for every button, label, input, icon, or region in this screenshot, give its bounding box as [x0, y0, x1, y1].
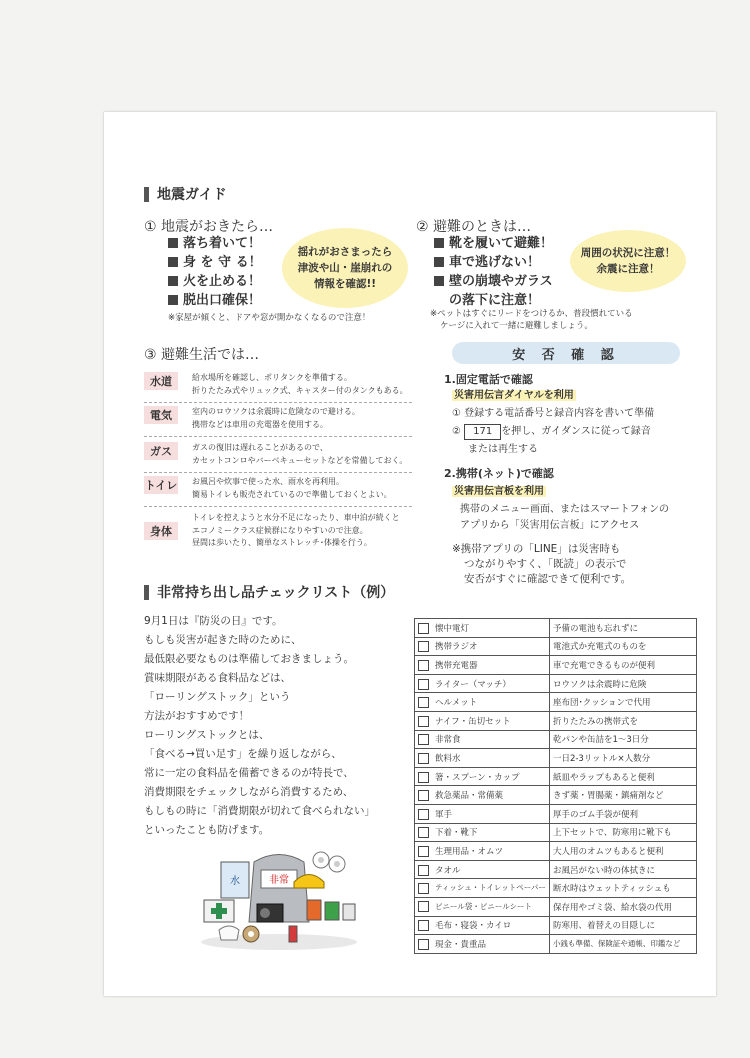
checkbox[interactable]	[418, 734, 429, 745]
list-item: 脱出口確保！	[168, 291, 262, 310]
life-row-gas: ガス ガスの復旧は遅れることがあるので、 カセットコンロやバーベキューセットなどを常備しておく。	[144, 442, 404, 467]
line-app-note: ※携帯アプリの「LINE」は災害時も つながりやすく、「既読」の表示で 安否がすぐに確認できて便利です。	[452, 543, 632, 585]
list-item: の落下に注意！	[449, 293, 541, 308]
fixed-phone-heading: 1.固定電話で確認	[444, 373, 533, 386]
svg-text:水: 水	[230, 876, 240, 887]
evacuation-heading: ② 避難のときは…	[416, 219, 532, 235]
table-row: ビニール袋・ビニールシート 保存用やゴミ袋、給水袋の代用	[415, 897, 697, 916]
divider	[144, 472, 412, 473]
when-quake-list	[168, 234, 262, 310]
life-row-body: 身体 トイレを控えようと水分不足になったり、車中泊が続くと エコノミークラス症候群になりやすいので注意。 昼間は歩いたり、簡単なストレッチ･体操を行う。	[144, 512, 404, 550]
checkbox[interactable]	[418, 753, 429, 764]
tag-toilet: トイレ	[144, 476, 178, 494]
house-tilt-note: ※家屋が傾くと、ドアや窓が開かなくなるので注意！	[168, 313, 371, 323]
life-row-water: 水道 給水場所を確認し、ポリタンクを準備する。 折りたたみ式やリュック式、キャスター付のタンクもある。	[144, 372, 404, 397]
checkbox[interactable]	[418, 679, 429, 690]
table-row: ヘルメット 座布団･クッションで代用	[415, 693, 697, 712]
mobile-lines: 携帯のメニュー画面、またはスマートフォンの アプリから「災害用伝言板」にアクセス	[460, 504, 669, 531]
safety-check-banner: 安 否 確 認	[452, 342, 680, 364]
checkbox[interactable]	[418, 790, 429, 801]
checkbox[interactable]	[418, 883, 429, 894]
checkbox[interactable]	[418, 920, 429, 931]
tag-water: 水道	[144, 372, 178, 390]
evacuation-list	[434, 234, 553, 310]
divider	[144, 436, 412, 437]
table-row: ライター（マッチ） ロウソクは余震時に危険	[415, 674, 697, 693]
divider	[144, 506, 412, 507]
checkbox[interactable]	[418, 623, 429, 634]
table-row: ナイフ・缶切セット 折りたたみの携帯式を	[415, 711, 697, 730]
fixed-phone-step1: ① 登録する電話番号と録音内容を書いて準備	[452, 408, 655, 419]
table-row: 下着・靴下 上下セットで、防寒用に靴下も	[415, 823, 697, 842]
list-item: 火を止める！	[168, 272, 262, 291]
checkbox[interactable]	[418, 641, 429, 652]
quake-guide-title: 地震ガイド	[144, 184, 227, 204]
life-row-electric: 電気 室内のロウソクは余震時に危険なので避ける。 携帯などは車用の充電器を使用する。	[144, 406, 404, 431]
tag-body: 身体	[144, 522, 178, 540]
checkbox[interactable]	[418, 772, 429, 783]
svg-text:非常: 非常	[269, 875, 289, 886]
rolling-stock-intro: 9月1日は『防災の日』です。 もしも災害が起きた時のために、 最低限必要なものは準備しておきましょう。 賞味期限がある食料品などは、 「ローリングストック」という 方法がおすすめです！ ローリングストックとは、 「食べる→買い足す」を繰り返しながら、 常に一定の食料品を備蓄できるのが特長で、 消費期限をチェックしながら消費するため、 もしもの時に「消費期限が切れて食べられない」 といったことも防げます。	[144, 615, 375, 836]
list-item: 靴を履いて避難！	[434, 234, 553, 253]
fixed-phone-step2-cont: または再生する	[468, 444, 538, 455]
checkbox[interactable]	[418, 716, 429, 727]
tag-gas: ガス	[144, 442, 178, 460]
checkbox[interactable]	[418, 865, 429, 876]
tag-electric: 電気	[144, 406, 178, 424]
shelter-life-heading: ③ 避難生活では…	[144, 347, 260, 363]
table-row: 携帯充電器 車で充電できるものが便利	[415, 656, 697, 675]
fixed-phone-step2: ② 171 を押し、ガイダンスに従って録音	[452, 424, 651, 440]
guide-sheet	[104, 112, 716, 996]
table-row: 生理用品・オムツ 大人用のオムツもあると便利	[415, 842, 697, 861]
mobile-highlight: 災害用伝言板を利用	[454, 486, 544, 497]
table-row: 懐中電灯 予備の電池も忘れずに	[415, 619, 697, 638]
table-row: 救急薬品・常備薬 きず薬・胃腸薬・鎮痛剤など	[415, 786, 697, 805]
after-shaking-bubble: 揺れがおさまったら 津波や山・崖崩れの 情報を確認!!	[282, 228, 408, 308]
table-row: タオル お風呂がない時の体拭きに	[415, 860, 697, 879]
table-row: 現金・貴重品 小銭も準備、保険証や通帳、印鑑など	[415, 935, 697, 954]
checkbox[interactable]	[418, 939, 429, 950]
pet-note: ※ペットはすぐにリードをつけるか、普段慣れている ケージに入れて一緒に避難しましょう。	[430, 309, 633, 331]
checklist-table	[414, 618, 697, 954]
list-item: 壁の崩壊やガラス	[434, 272, 553, 291]
checkbox[interactable]	[418, 846, 429, 857]
checkbox[interactable]	[418, 827, 429, 838]
checkbox[interactable]	[418, 697, 429, 708]
emergency-supplies-illustration	[199, 842, 359, 952]
list-item: 身 を 守 る！	[168, 253, 262, 272]
table-row: 非常食 乾パンや缶詰を1～3日分	[415, 730, 697, 749]
checkbox[interactable]	[418, 901, 429, 912]
checkbox[interactable]	[418, 660, 429, 671]
mobile-heading: 2.携帯(ネット)で確認	[444, 467, 554, 480]
list-item: 落ち着いて！	[168, 234, 262, 253]
dial-171-box: 171	[464, 424, 501, 440]
title-bar	[144, 585, 149, 600]
table-row: 箸・スプーン・カップ 紙皿やラップもあると便利	[415, 767, 697, 786]
list-item: 車で逃げない！	[434, 253, 553, 272]
checkbox[interactable]	[418, 809, 429, 820]
table-row: 軍手 厚手のゴム手袋が便利	[415, 804, 697, 823]
table-row: ティッシュ・トイレットペーパー 断水時はウェットティッシュも	[415, 879, 697, 898]
checklist-title: 非常持ち出し品チェックリスト（例）	[144, 582, 394, 602]
table-row: 携帯ラジオ 電池式か充電式のものを	[415, 637, 697, 656]
divider	[144, 402, 412, 403]
table-row: 飲料水 一日2-3リットル×人数分	[415, 749, 697, 768]
fixed-phone-highlight: 災害用伝言ダイヤルを利用	[454, 390, 574, 401]
surroundings-bubble: 周囲の状況に注意！ 余震に注意！	[570, 230, 686, 292]
life-row-toilet: トイレ お風呂や炊事で使った水、雨水を再利用。 簡易トイレも販売されているので準備しておくとよい。	[144, 477, 392, 499]
table-row: 毛布・寝袋・カイロ 防寒用、着替えの目隠しに	[415, 916, 697, 935]
when-quake-heading: ① 地震がおきたら…	[144, 219, 274, 235]
title-bar	[144, 187, 149, 202]
